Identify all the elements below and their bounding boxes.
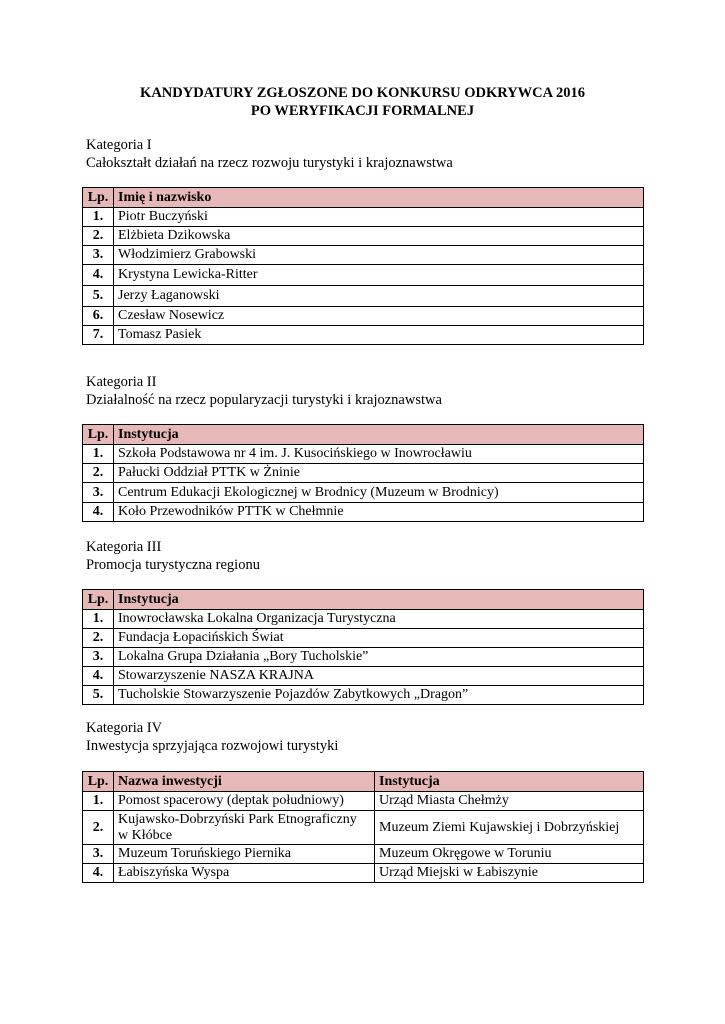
table-row [83, 811, 644, 845]
table-row [83, 307, 644, 326]
table-row [83, 246, 644, 265]
row-name: Elżbieta Dzikowska [114, 227, 644, 246]
category-2-table [82, 424, 644, 522]
row-number: 4. [83, 864, 114, 883]
row-institution: Fundacja Łopacińskich Świat [114, 629, 644, 648]
row-institution: Pałucki Oddział PTTK w Żninie [114, 464, 644, 483]
category-description: Całokształt działań na rzecz rozwoju turystyki i krajoznawstwa [86, 155, 453, 171]
table-row [83, 503, 644, 522]
category-2-heading [86, 373, 442, 409]
row-number: 4. [83, 667, 114, 686]
category-3-table [82, 589, 644, 705]
category-1-table [82, 187, 644, 345]
header-lp: Lp. [83, 188, 114, 208]
row-name: Tomasz Pasiek [114, 326, 644, 345]
row-number: 3. [83, 483, 114, 503]
row-institution: Tucholskie Stowarzyszenie Pojazdów Zabytkowych „Dragon” [114, 686, 644, 705]
table-header-row [83, 425, 644, 445]
row-number: 6. [83, 307, 114, 326]
row-number: 1. [83, 610, 114, 629]
row-number: 4. [83, 503, 114, 522]
table-header-row [83, 188, 644, 208]
row-institution: Urząd Miejski w Łabiszynie [375, 864, 644, 883]
category-4-heading [86, 719, 338, 755]
row-institution: Inowrocławska Lokalna Organizacja Turystyczna [114, 610, 644, 629]
row-name: Włodzimierz Grabowski [114, 246, 644, 265]
row-institution: Koło Przewodników PTTK w Chełmnie [114, 503, 644, 522]
category-label: Kategoria IV [86, 720, 163, 736]
table-row [83, 286, 644, 307]
row-number: 1. [83, 445, 114, 464]
row-investment-name: Łabiszyńska Wyspa [114, 864, 375, 883]
row-number: 3. [83, 246, 114, 265]
table-row [83, 483, 644, 503]
row-number: 2. [83, 464, 114, 483]
header-lp: Lp. [83, 425, 114, 445]
row-name: Piotr Buczyński [114, 208, 644, 227]
row-institution: Urząd Miasta Chełmży [375, 792, 644, 811]
table-row [83, 629, 644, 648]
category-3-heading [86, 538, 260, 574]
category-description: Inwestycja sprzyjająca rozwojowi turystyki [86, 738, 339, 754]
row-number: 2. [83, 629, 114, 648]
row-name: Krystyna Lewicka-Ritter [114, 265, 644, 286]
row-number: 3. [83, 845, 114, 864]
table-row [83, 265, 644, 286]
row-number: 2. [83, 811, 114, 845]
header-institution: Instytucja [114, 590, 644, 610]
header-institution: Instytucja [114, 425, 644, 445]
table-row [83, 667, 644, 686]
table-row [83, 845, 644, 864]
row-investment-name: Kujawsko-Dobrzyński Park Etnograficzny w Kłóbce [114, 811, 375, 845]
table-row [83, 208, 644, 227]
row-number: 7. [83, 326, 114, 345]
header-institution: Instytucja [375, 772, 644, 792]
table-row [83, 648, 644, 667]
category-label: Kategoria II [86, 374, 157, 390]
row-institution: Stowarzyszenie NASZA KRAJNA [114, 667, 644, 686]
title-line-1: KANDYDATURY ZGŁOSZONE DO KONKURSU ODKRYWCA 2016 [140, 85, 585, 101]
title-line-2: PO WERYFIKACJI FORMALNEJ [250, 103, 475, 119]
table-header-row [83, 590, 644, 610]
document-title [0, 84, 725, 120]
table-row [83, 445, 644, 464]
row-number: 5. [83, 686, 114, 705]
row-number: 4. [83, 265, 114, 286]
row-number: 1. [83, 208, 114, 227]
header-lp: Lp. [83, 590, 114, 610]
category-1-heading [86, 136, 453, 172]
category-label: Kategoria I [86, 137, 152, 153]
row-investment-name: Pomost spacerowy (deptak południowy) [114, 792, 375, 811]
row-number: 5. [83, 286, 114, 307]
category-description: Promocja turystyczna regionu [86, 557, 260, 573]
table-row [83, 610, 644, 629]
table-row [83, 864, 644, 883]
row-institution: Muzeum Ziemi Kujawskiej i Dobrzyńskiej [375, 811, 644, 845]
header-investment-name: Nazwa inwestycji [114, 772, 375, 792]
row-institution: Szkoła Podstawowa nr 4 im. J. Kusocińskiego w Inowrocławiu [114, 445, 644, 464]
row-name: Czesław Nosewicz [114, 307, 644, 326]
row-number: 1. [83, 792, 114, 811]
row-name: Jerzy Łaganowski [114, 286, 644, 307]
row-institution: Centrum Edukacji Ekologicznej w Brodnicy (Muzeum w Brodnicy) [114, 483, 644, 503]
row-number: 2. [83, 227, 114, 246]
table-row [83, 227, 644, 246]
row-institution: Muzeum Okręgowe w Toruniu [375, 845, 644, 864]
table-row [83, 792, 644, 811]
row-institution: Lokalna Grupa Działania „Bory Tucholskie” [114, 648, 644, 667]
table-header-row [83, 772, 644, 792]
category-4-table [82, 771, 644, 883]
category-description: Działalność na rzecz popularyzacji turystyki i krajoznawstwa [86, 392, 442, 408]
table-row [83, 464, 644, 483]
category-label: Kategoria III [86, 539, 162, 555]
header-name: Imię i nazwisko [114, 188, 644, 208]
header-lp: Lp. [83, 772, 114, 792]
row-investment-name: Muzeum Toruńskiego Piernika [114, 845, 375, 864]
row-number: 3. [83, 648, 114, 667]
table-row [83, 326, 644, 345]
table-row [83, 686, 644, 705]
